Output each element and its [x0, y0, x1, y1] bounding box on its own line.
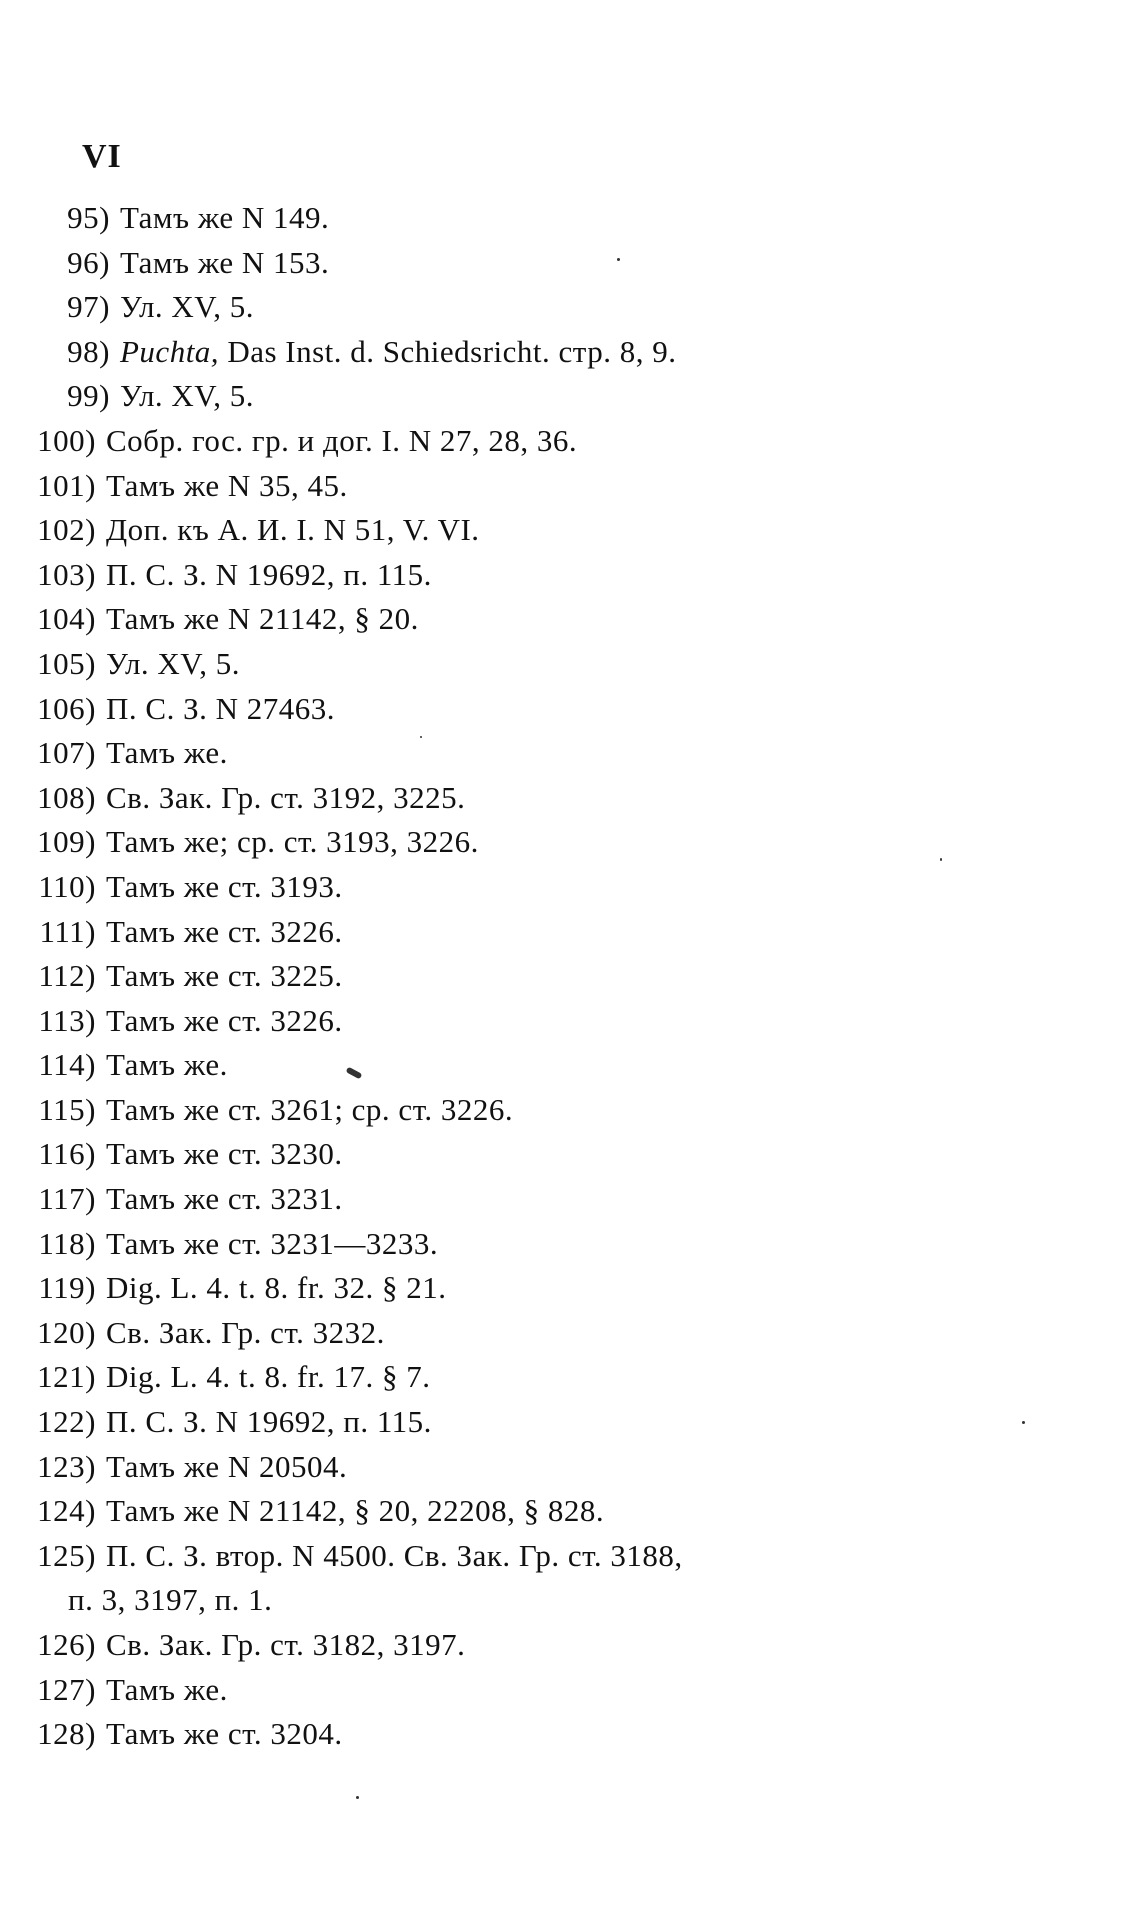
- footnote-continuation: п. 3, 3197, п. 1.: [68, 1582, 273, 1618]
- footnote-number: 111): [39, 913, 96, 949]
- footnote-number: 100): [37, 422, 96, 458]
- scan-speck: [356, 1796, 359, 1799]
- footnote-item: [0, 1311, 1140, 1356]
- footnote-text: Тамъ же ст. 3193.: [106, 868, 343, 904]
- footnote-item: [0, 419, 1140, 464]
- footnote-number: 109): [37, 824, 96, 860]
- footnote-text: Тамъ же N 153.: [120, 244, 330, 280]
- footnote-item: [0, 1355, 1140, 1400]
- footnote-text: Тамъ же ст. 3226.: [106, 1002, 343, 1038]
- page-number: VI: [82, 138, 122, 175]
- footnote-number: 101): [37, 467, 96, 503]
- footnote-text: П. С. З. N 27463.: [106, 690, 335, 726]
- footnote-number: 112): [38, 958, 96, 994]
- footnote-text: Тамъ же N 21142, § 20.: [106, 601, 419, 637]
- footnote-text: Тамъ же ст. 3231.: [106, 1181, 343, 1217]
- footnote-text: Тамъ же ст. 3226.: [106, 913, 343, 949]
- footnote-number: 125): [37, 1537, 96, 1573]
- footnote-number: 96): [67, 244, 110, 280]
- footnote-number: 95): [67, 200, 110, 235]
- footnote-text: Ул. XV, 5.: [120, 289, 254, 325]
- footnote-number: 127): [37, 1671, 96, 1707]
- footnote-text: Тамъ же.: [106, 735, 228, 771]
- footnote-text: Доп. къ А. И. I. N 51, V. VI.: [106, 512, 480, 548]
- footnote-number: 104): [37, 601, 96, 637]
- footnote-item: [0, 1534, 1140, 1579]
- footnote-text: Ул. XV, 5.: [120, 378, 254, 414]
- footnote-item: [0, 731, 1140, 776]
- footnote-item: [0, 1445, 1140, 1490]
- footnote-text: Тамъ же ст. 3204.: [106, 1716, 343, 1752]
- footnote-text: Тамъ же.: [106, 1047, 228, 1083]
- footnote-text: Dig. L. 4. t. 8. fr. 17. § 7.: [106, 1359, 431, 1395]
- footnote-number: 115): [38, 1091, 96, 1127]
- footnote-text: П. С. З. N 19692, п. 115.: [106, 1404, 432, 1440]
- footnote-item: [0, 196, 1140, 241]
- footnote-item: [0, 330, 1140, 375]
- footnote-number: 128): [37, 1716, 96, 1752]
- footnote-author: Puchta,: [120, 333, 220, 369]
- footnote-number: 108): [37, 779, 96, 815]
- footnote-item: [0, 1400, 1140, 1445]
- footnote-number: 123): [37, 1448, 96, 1484]
- footnote-text: П. С. З. N 19692, п. 115.: [106, 556, 432, 592]
- footnote-number: 106): [37, 690, 96, 726]
- footnote-item: [0, 1132, 1140, 1177]
- footnote-text: Собр. гос. гр. и дог. I. N 27, 28, 36.: [106, 422, 578, 458]
- footnote-text: Тамъ же ст. 3261; ср. ст. 3226.: [106, 1091, 514, 1127]
- footnote-item: [0, 1668, 1140, 1713]
- footnote-number: 113): [38, 1002, 96, 1038]
- footnote-text: Св. Зак. Гр. ст. 3192, 3225.: [106, 779, 466, 815]
- footnote-item: [0, 1043, 1140, 1088]
- footnote-text: Тамъ же N 35, 45.: [106, 467, 348, 503]
- footnote-item: [0, 1623, 1140, 1668]
- footnote-text: Св. Зак. Гр. ст. 3232.: [106, 1314, 385, 1350]
- footnote-text: Тамъ же ст. 3231—3233.: [106, 1225, 439, 1261]
- footnote-item: [0, 1712, 1140, 1757]
- footnote-number: 98): [67, 333, 110, 369]
- footnote-item: [0, 1222, 1140, 1267]
- footnote-item: [0, 1177, 1140, 1222]
- footnote-text: Dig. L. 4. t. 8. fr. 32. § 21.: [106, 1270, 447, 1306]
- footnote-item: [0, 241, 1140, 286]
- footnote-item: [0, 1489, 1140, 1534]
- footnote-item: [0, 999, 1140, 1044]
- footnote-item: [0, 508, 1140, 553]
- footnote-number: 124): [37, 1493, 96, 1529]
- footnote-item: [0, 1266, 1140, 1311]
- footnote-item: [0, 642, 1140, 687]
- footnote-number: 119): [38, 1270, 96, 1306]
- footnote-number: 120): [37, 1314, 96, 1350]
- footnote-text: Тамъ же.: [106, 1671, 228, 1707]
- footnote-number: 122): [37, 1404, 96, 1440]
- footnote-item: [0, 285, 1140, 330]
- footnote-number: 117): [38, 1181, 96, 1217]
- footnote-text: Тамъ же; ср. ст. 3193, 3226.: [106, 824, 479, 860]
- footnote-text: Ул. XV, 5.: [106, 645, 240, 681]
- footnote-text: П. С. З. втор. N 4500. Св. Зак. Гр. ст. 3188,: [106, 1537, 683, 1573]
- footnote-item: [0, 597, 1140, 642]
- footnote-item: [0, 687, 1140, 732]
- footnote-list: [0, 196, 1140, 1757]
- scan-speck: [617, 258, 620, 261]
- footnote-number: 126): [37, 1627, 96, 1662]
- footnote-item: [0, 1088, 1140, 1133]
- footnote-item: [0, 865, 1140, 910]
- scan-speck: [940, 858, 942, 861]
- footnote-number: 99): [67, 378, 110, 414]
- footnote-number: 105): [37, 645, 96, 681]
- footnote-text: Тамъ же N 149.: [120, 200, 330, 235]
- footnote-item: [0, 910, 1140, 955]
- scan-speck: [1022, 1421, 1025, 1424]
- footnote-text: Тамъ же ст. 3225.: [106, 958, 343, 994]
- footnote-number: 121): [37, 1359, 96, 1395]
- footnote-number: 118): [38, 1225, 96, 1261]
- footnote-item: [0, 553, 1140, 598]
- footnote-text: Св. Зак. Гр. ст. 3182, 3197.: [106, 1627, 466, 1662]
- footnote-number: 103): [37, 556, 96, 592]
- footnote-item: [0, 954, 1140, 999]
- footnote-text: Тамъ же N 21142, § 20, 22208, § 828.: [106, 1493, 605, 1529]
- footnote-text: Тамъ же ст. 3230.: [106, 1136, 343, 1172]
- footnote-text: Das Inst. d. Schiedsricht. стр. 8, 9.: [227, 333, 677, 369]
- footnote-item: [0, 820, 1140, 865]
- scan-speck: [420, 736, 422, 738]
- footnote-number: 97): [67, 289, 110, 325]
- footnote-number: 114): [38, 1047, 96, 1083]
- footnote-number: 107): [37, 735, 96, 771]
- footnote-item: [0, 374, 1140, 419]
- footnote-item: [0, 464, 1140, 509]
- footnote-number: 102): [37, 512, 96, 548]
- footnote-text: Тамъ же N 20504.: [106, 1448, 348, 1484]
- footnote-item: [0, 776, 1140, 821]
- footnote-number: 116): [38, 1136, 96, 1172]
- footnote-number: 110): [38, 868, 96, 904]
